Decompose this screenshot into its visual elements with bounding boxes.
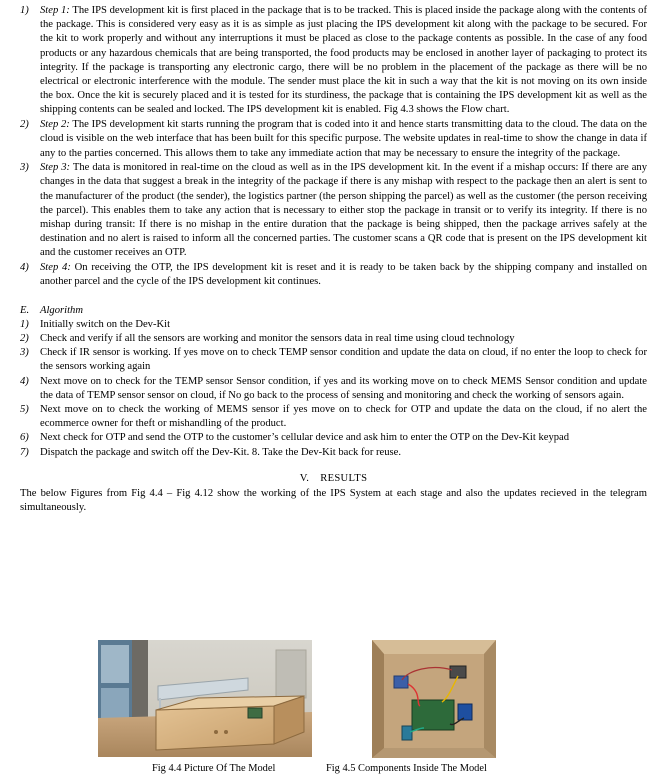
algorithm-number: 1) bbox=[20, 318, 29, 330]
step-item bbox=[20, 118, 647, 161]
results-heading bbox=[20, 472, 647, 486]
algorithm-number: 6) bbox=[20, 432, 29, 444]
results-title: RESULTS bbox=[320, 472, 368, 484]
algorithm-item bbox=[20, 375, 647, 403]
algorithm-item bbox=[20, 403, 647, 431]
results-numeral: V. bbox=[299, 472, 310, 484]
step-number: 3) bbox=[20, 162, 29, 174]
components-photo bbox=[372, 640, 496, 758]
algorithm-text: Next check for OTP and send the OTP to the customer’s cellular device and ask him to enter the OTP on the Dev-Kit keypad bbox=[40, 432, 570, 444]
step-number: 1) bbox=[20, 5, 29, 16]
algorithm-number: 5) bbox=[20, 403, 29, 415]
model-photo bbox=[98, 640, 312, 757]
figure-caption: Fig 4.4 Picture Of The Model bbox=[152, 763, 276, 774]
results-paragraph: The below Figures from Fig 4.4 – Fig 4.12 show the working of the IPS System at each stage and also the updates recieved in the telegram simultaneously. bbox=[20, 488, 647, 514]
step-item bbox=[20, 4, 647, 118]
figure-caption: Fig 4.5 Components Inside The Model bbox=[326, 763, 487, 774]
step-label: Step 3: bbox=[40, 162, 71, 174]
step-text: On receiving the OTP, the IPS development kit is reset and it is ready to be taken back by the shipping company and installed on another parcel and the cycle of the IPS development kit continues. bbox=[40, 262, 648, 288]
algorithm-number: 7) bbox=[20, 446, 29, 458]
section-letter: E. bbox=[20, 304, 30, 316]
components-photo-image bbox=[372, 640, 496, 758]
model-photo-image bbox=[98, 640, 312, 757]
step-item bbox=[20, 261, 647, 289]
algorithm-text: Next move on to check for the TEMP sensor Sensor condition, if yes and its working move on to check MEMS Sensor condition and update the data of TEMP sensor sensor on cloud, if No go back to the process of sensing and monitoring and check the working of sensors again. bbox=[40, 375, 647, 401]
step-number: 4) bbox=[20, 262, 29, 274]
page bbox=[20, 4, 647, 515]
algorithm-item bbox=[20, 446, 647, 460]
step-item bbox=[20, 161, 647, 260]
section-title: Algorithm bbox=[40, 304, 83, 316]
algorithm-text: Next move on to check the working of MEMS sensor if yes move on to check for OTP and update the data on the cloud, if no alert the ecommerce owner for theft or mishandling of the product. bbox=[40, 403, 647, 430]
algorithm-heading bbox=[20, 304, 647, 318]
figures-row bbox=[20, 636, 647, 781]
algorithm-text: Check if IR sensor is working. If yes move on to check TEMP sensor condition and update the data on cloud, if no enter the loop to check for the sensors working again bbox=[40, 347, 647, 373]
step-text: The IPS development kit is first placed in the package that is to be tracked. This is placed inside the package along with the contents of the package. This is considered very easy as it is as simple as just placing the IPS development kit along with the package to be secured. For the kit to work properly and without any interruptions it must be placed as close to the package contents as possible. In the case of any food products or any hazardous chemicals that are being transported, the food products may be enclosed in another layer of packaging to protect its integrity. If the package is transporting any electronic cargo, there will be no problem in the placement of the package as there will be no electrical or electronic interference with the module. The sender must place the kit in such a way that the kit is not moving on its own inside the box. Once the kit is securely placed and it is tested for its sturdiness, the package that is containing the IPS development kit as well as the shipping contents can be sealed and locked. The IPS development kit is enabled. Fig 4.3 shows the Flow chart. bbox=[40, 5, 647, 116]
algorithm-number: 3) bbox=[20, 347, 29, 359]
steps-list bbox=[20, 4, 647, 290]
algorithm-item bbox=[20, 332, 647, 346]
algorithm-number: 2) bbox=[20, 332, 29, 344]
step-label: Step 4: bbox=[40, 262, 71, 274]
step-label: Step 2: bbox=[40, 119, 70, 131]
step-text: The IPS development kit starts running the program that is coded into it and hence starts transmitting data to the cloud. The data on the cloud is visible on the web interface that has been built for this specific purpose. The website updates in real-time to show the change in data if any to the parties concerned. This allows them to take any immediate action that may be necessary to ensure the integrity of the package. bbox=[40, 119, 647, 159]
step-text: The data is monitored in real-time on the cloud as well as in the IPS development kit. In the event if a mishap occurs: If there are any changes in the data that suggest a break in the integrity of the package if there is any mishap with respect to the package then an alert is sent to the manufacturer of the product (the sender), the logistics partner (the person shipping the parcel) as well as the customer (the person receiving the parcel). This enables them to take any action that is necessary to either stop the package in transit or to verify its integrity. If there is no mishap during transit: If there is no mishap in the entire duration that the package is being shipped, then the package arrives safely at the destination and no alert is raised to inform all the concerned parties. The customer scans a QR code that is present on the IPS development kit and the customer receives an OTP. bbox=[40, 162, 647, 259]
algorithm-text: Dispatch the package and switch off the Dev-Kit. 8. Take the Dev-Kit back for reuse. bbox=[40, 446, 401, 458]
step-label: Step 1: bbox=[40, 5, 70, 16]
algorithm-text: Check and verify if all the sensors are working and monitor the sensors data in real time using cloud technology bbox=[40, 332, 515, 344]
algorithm-text: Initially switch on the Dev-Kit bbox=[40, 318, 171, 330]
algorithm-number: 4) bbox=[20, 375, 29, 387]
algorithm-item bbox=[20, 318, 647, 332]
algorithm-item bbox=[20, 346, 647, 374]
step-number: 2) bbox=[20, 119, 29, 131]
algorithm-item bbox=[20, 431, 647, 445]
algorithm-list bbox=[20, 318, 647, 460]
